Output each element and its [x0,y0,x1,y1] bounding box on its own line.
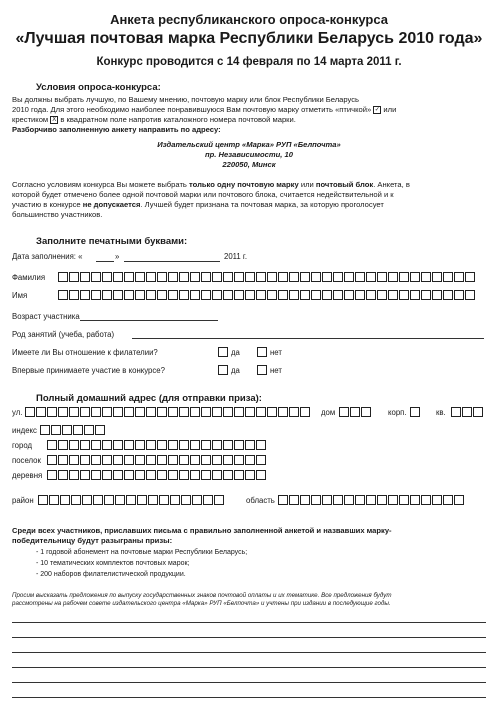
city-field[interactable] [47,440,267,450]
occupation-field[interactable] [132,338,484,339]
letter-cell[interactable] [223,290,233,300]
letter-cell[interactable] [234,272,244,282]
letter-cell[interactable] [102,470,112,480]
letter-cell[interactable] [344,290,354,300]
letter-cell[interactable] [190,470,200,480]
rules-line-2: которой будет отмечено более одной почтовой марки или почтового блока, считается недействительной и к [12,190,394,199]
letter-cell[interactable] [102,440,112,450]
letter-cell[interactable] [168,407,178,417]
letter-cell[interactable] [168,440,178,450]
letter-cell[interactable] [454,495,464,505]
letter-cell[interactable] [135,407,145,417]
rules-l3a: участию в конкурсе [12,200,81,209]
letter-cell[interactable] [170,495,180,505]
letter-cell[interactable] [223,272,233,282]
letter-cell[interactable] [212,455,222,465]
letter-cell[interactable] [69,470,79,480]
letter-cell[interactable] [69,455,79,465]
prizes-intro-2: победительницу будут разыграны призы: [12,536,173,545]
letter-cell[interactable] [135,272,145,282]
philately-yes-label: да [231,348,240,357]
letter-cell[interactable] [201,440,211,450]
letter-cell[interactable] [410,290,420,300]
letter-cell[interactable] [289,495,299,505]
region-field[interactable] [278,495,465,505]
letter-cell[interactable] [91,440,101,450]
letter-cell[interactable] [80,407,90,417]
conditions-line-3-b: в квадратном поле напротив каталожного номера почтовой марки. [60,115,296,124]
letter-cell[interactable] [234,470,244,480]
letter-cell[interactable] [278,272,288,282]
address-line-3: 220050, Минск [222,160,276,169]
suggestion-line[interactable] [12,622,486,623]
letter-cell[interactable] [377,272,387,282]
first-time-no-checkbox[interactable] [257,365,267,375]
letter-cell[interactable] [421,290,431,300]
letter-cell[interactable] [168,455,178,465]
letter-cell[interactable] [245,290,255,300]
letter-cell[interactable] [421,495,431,505]
letter-cell[interactable] [201,470,211,480]
title-line-1: Анкета республиканского опроса-конкурса [110,12,388,27]
letter-cell[interactable] [190,455,200,465]
letter-cell[interactable] [58,407,68,417]
letter-cell[interactable] [300,290,310,300]
letter-cell[interactable] [190,290,200,300]
street-field[interactable] [25,407,311,417]
letter-cell[interactable] [201,272,211,282]
letter-cell[interactable] [113,470,123,480]
letter-cell[interactable] [80,440,90,450]
district-label: район [12,496,34,505]
index-field[interactable] [40,425,106,435]
conditions-line-3-a: крестиком [12,115,49,124]
letter-cell[interactable] [256,407,266,417]
first-time-no-label: нет [270,366,282,375]
footer-line-1: Просим высказать предложения по выпуску государственных знаков почтовой оплаты и их тематике. Все предложения будут [12,592,392,599]
letter-cell[interactable] [278,495,288,505]
apt-field[interactable] [451,407,484,417]
letter-cell[interactable] [80,272,90,282]
house-field[interactable] [339,407,372,417]
letter-cell[interactable] [432,272,442,282]
letter-cell[interactable] [366,272,376,282]
letter-cell[interactable] [157,440,167,450]
letter-cell[interactable] [124,440,134,450]
letter-cell[interactable] [36,407,46,417]
letter-cell[interactable] [102,407,112,417]
conditions-line-2-text: 2010 года. Для этого необходимо наиболее понравившуюся Вам почтовую марку отметить «птичкой» [12,105,372,114]
letter-cell[interactable] [126,495,136,505]
letter-cell[interactable] [91,290,101,300]
letter-cell[interactable] [388,495,398,505]
letter-cell[interactable] [410,495,420,505]
prize-item-2: - 10 тематических комплектов почтовых марок; [36,560,190,567]
date-mid: » [115,252,120,261]
letter-cell[interactable] [311,272,321,282]
rules-l3b: не допускается [82,200,141,209]
home-address-heading: Полный домашний адрес (для отправки приза): [36,393,262,404]
letter-cell[interactable] [399,495,409,505]
letter-cell[interactable] [179,440,189,450]
letter-cell[interactable] [223,407,233,417]
philately-no-label: нет [270,348,282,357]
letter-cell[interactable] [245,470,255,480]
settlement-field[interactable] [47,455,267,465]
suggestion-line[interactable] [12,682,486,683]
village-field[interactable] [47,470,267,480]
letter-cell[interactable] [421,272,431,282]
first-time-yes-checkbox[interactable] [218,365,228,375]
prize-item-1: - 1 годовой абонемент на почтовые марки Республики Беларусь; [36,549,248,556]
letter-cell[interactable] [278,407,288,417]
letter-cell[interactable] [350,407,360,417]
letter-cell[interactable] [432,290,442,300]
letter-cell[interactable] [80,470,90,480]
letter-cell[interactable] [256,290,266,300]
send-label: Разборчиво заполненную анкету направить по адресу: [12,125,221,134]
letter-cell[interactable] [40,425,50,435]
letter-cell[interactable] [344,272,354,282]
cross-icon: X [52,117,57,123]
letter-cell[interactable] [289,407,299,417]
letter-cell[interactable] [124,455,134,465]
philately-question: Имеете ли Вы отношение к филателии? [12,348,158,357]
letter-cell[interactable] [47,455,57,465]
region-label: область [246,496,275,505]
conditions-heading: Условия опроса-конкурса: [36,82,161,93]
name-field[interactable] [58,290,476,300]
letter-cell[interactable] [124,272,134,282]
letter-cell[interactable] [146,440,156,450]
letter-cell[interactable] [190,440,200,450]
letter-cell[interactable] [245,407,255,417]
letter-cell[interactable] [113,290,123,300]
letter-cell[interactable] [113,440,123,450]
address-line-2: пр. Независимости, 10 [205,150,293,159]
letter-cell[interactable] [289,272,299,282]
surname-label: Фамилия [12,273,46,282]
letter-cell[interactable] [58,290,68,300]
letter-cell[interactable] [223,455,233,465]
letter-cell[interactable] [124,407,134,417]
date-month-field[interactable] [124,261,220,262]
letter-cell[interactable] [245,455,255,465]
letter-cell[interactable] [212,290,222,300]
letter-cell[interactable] [84,425,94,435]
letter-cell[interactable] [62,425,72,435]
letter-cell[interactable] [179,290,189,300]
letter-cell[interactable] [388,290,398,300]
city-label: город [12,441,33,450]
letter-cell[interactable] [58,440,68,450]
letter-cell[interactable] [462,407,472,417]
building-label: корп. [388,408,407,417]
letter-cell[interactable] [124,470,134,480]
letter-cell[interactable] [69,407,79,417]
letter-cell[interactable] [159,495,169,505]
letter-cell[interactable] [148,495,158,505]
letter-cell[interactable] [410,407,420,417]
letter-cell[interactable] [113,407,123,417]
letter-cell[interactable] [192,495,202,505]
rules-line-3 [12,200,486,210]
letter-cell[interactable] [399,290,409,300]
letter-cell[interactable] [179,407,189,417]
letter-cell[interactable] [300,407,310,417]
first-time-yes-label: да [231,366,240,375]
form-heading: Заполните печатными буквами: [36,236,188,247]
letter-cell[interactable] [234,455,244,465]
letter-cell[interactable] [267,407,277,417]
suggestion-line[interactable] [12,637,486,638]
letter-cell[interactable] [38,495,48,505]
prize-item-3: - 200 наборов филателистической продукции. [36,571,186,578]
letter-cell[interactable] [361,407,371,417]
age-field[interactable] [80,320,218,321]
letter-cell[interactable] [473,407,483,417]
letter-cell[interactable] [443,272,453,282]
title-line-2: «Лучшая почтовая марка Республики Беларусь 2010 года» [15,30,483,47]
letter-cell[interactable] [311,290,321,300]
letter-cell[interactable] [146,455,156,465]
letter-cell[interactable] [25,407,35,417]
footer-line-2: рассмотрены на рабочем совете издательского центра «Марка» РУП «Белпочта» и учтены при издании в последующие годы. [12,600,391,607]
letter-cell[interactable] [168,290,178,300]
letter-cell[interactable] [168,272,178,282]
letter-cell[interactable] [179,455,189,465]
letter-cell[interactable] [278,290,288,300]
rules-l1a: Согласно условиям конкурса Вы можете выбрать [12,180,187,189]
letter-cell[interactable] [333,272,343,282]
letter-cell[interactable] [300,272,310,282]
letter-cell[interactable] [465,272,475,282]
philately-no-checkbox[interactable] [257,347,267,357]
letter-cell[interactable] [179,272,189,282]
date-day-field[interactable] [96,261,114,262]
letter-cell[interactable] [234,290,244,300]
letter-cell[interactable] [203,495,213,505]
letter-cell[interactable] [47,470,57,480]
letter-cell[interactable] [366,495,376,505]
house-label: дом [321,408,336,417]
letter-cell[interactable] [113,272,123,282]
letter-cell[interactable] [256,470,266,480]
letter-cell[interactable] [168,470,178,480]
letter-cell[interactable] [73,425,83,435]
index-label: индекс [12,426,37,435]
letter-cell[interactable] [223,470,233,480]
letter-cell[interactable] [300,495,310,505]
letter-cell[interactable] [91,455,101,465]
street-label: ул. [12,408,23,417]
letter-cell[interactable] [69,440,79,450]
letter-cell[interactable] [95,425,105,435]
letter-cell[interactable] [58,272,68,282]
name-label: Имя [12,291,28,300]
philately-yes-checkbox[interactable] [218,347,228,357]
building-field[interactable] [410,407,421,417]
letter-cell[interactable] [146,407,156,417]
letter-cell[interactable] [93,495,103,505]
letter-cell[interactable] [399,272,409,282]
letter-cell[interactable] [377,290,387,300]
letter-cell[interactable] [443,495,453,505]
letter-cell[interactable] [234,440,244,450]
letter-cell[interactable] [201,407,211,417]
letter-cell[interactable] [157,290,167,300]
first-time-question: Впервые принимаете участие в конкурсе? [12,366,165,375]
letter-cell[interactable] [190,272,200,282]
occupation-label: Род занятий (учеба, работа) [12,330,115,339]
letter-cell[interactable] [377,495,387,505]
settlement-label: поселок [12,456,41,465]
letter-cell[interactable] [135,290,145,300]
letter-cell[interactable] [60,495,70,505]
letter-cell[interactable] [344,495,354,505]
letter-cell[interactable] [234,407,244,417]
letter-cell[interactable] [157,455,167,465]
letter-cell[interactable] [322,495,332,505]
letter-cell[interactable] [355,272,365,282]
letter-cell[interactable] [102,290,112,300]
letter-cell[interactable] [451,407,461,417]
letter-cell[interactable] [104,495,114,505]
letter-cell[interactable] [212,440,222,450]
letter-cell[interactable] [69,272,79,282]
letter-cell[interactable] [146,290,156,300]
date-label: Дата заполнения: « [12,252,83,261]
letter-cell[interactable] [58,470,68,480]
letter-cell[interactable] [179,470,189,480]
surname-field[interactable] [58,272,476,282]
letter-cell[interactable] [311,495,321,505]
address-line-1: Издательский центр «Марка» РУП «Белпочта» [157,140,341,149]
letter-cell[interactable] [267,272,277,282]
letter-cell[interactable] [214,495,224,505]
letter-cell[interactable] [388,272,398,282]
letter-cell[interactable] [339,407,349,417]
district-field[interactable] [38,495,225,505]
rules-l1b: только одну почтовую марку [189,180,299,189]
letter-cell[interactable] [135,470,145,480]
letter-cell[interactable] [245,272,255,282]
letter-cell[interactable] [366,290,376,300]
village-label: деревня [12,471,43,480]
suggestion-line[interactable] [12,667,486,668]
letter-cell[interactable] [432,495,442,505]
letter-cell[interactable] [49,495,59,505]
letter-cell[interactable] [157,470,167,480]
letter-cell[interactable] [71,495,81,505]
letter-cell[interactable] [223,440,233,450]
suggestion-line[interactable] [12,697,486,698]
apt-label: кв. [436,408,446,417]
letter-cell[interactable] [91,272,101,282]
letter-cell[interactable] [289,290,299,300]
letter-cell[interactable] [333,290,343,300]
conditions-line-1: Вы должны выбрать лучшую, по Вашему мнению, почтовую марку или блок Республики Беларусь [12,95,360,104]
letter-cell[interactable] [135,455,145,465]
conditions-line-3 [12,115,296,125]
letter-cell[interactable] [102,455,112,465]
letter-cell[interactable] [454,290,464,300]
letter-cell[interactable] [69,290,79,300]
letter-cell[interactable] [212,272,222,282]
letter-cell[interactable] [322,272,332,282]
letter-cell[interactable] [256,272,266,282]
prizes-intro-1: Среди всех участников, приславших письма с правильно заполненной анкетой и назвавших марку- [12,526,392,535]
letter-cell[interactable] [91,470,101,480]
letter-cell[interactable] [51,425,61,435]
letter-cell[interactable] [135,440,145,450]
date-year: 2011 г. [224,252,247,261]
letter-cell[interactable] [267,290,277,300]
rules-l3c: . Лучшей будет признана та почтовая марка, за которую проголосует [140,200,384,209]
letter-cell[interactable] [201,455,211,465]
conditions-line-2-tail: или [383,105,397,114]
letter-cell[interactable] [80,455,90,465]
letter-cell[interactable] [355,290,365,300]
conditions-line-2 [12,105,486,115]
letter-cell[interactable] [102,272,112,282]
letter-cell[interactable] [256,440,266,450]
letter-cell[interactable] [443,290,453,300]
age-label: Возраст участника [12,312,80,321]
letter-cell[interactable] [333,495,343,505]
rules-l1c: или [300,180,314,189]
letter-cell[interactable] [212,407,222,417]
letter-cell[interactable] [146,272,156,282]
letter-cell[interactable] [47,407,57,417]
letter-cell[interactable] [146,470,156,480]
letter-cell[interactable] [355,495,365,505]
letter-cell[interactable] [80,290,90,300]
letter-cell[interactable] [245,440,255,450]
letter-cell[interactable] [201,290,211,300]
letter-cell[interactable] [124,290,134,300]
letter-cell[interactable] [91,407,101,417]
letter-cell[interactable] [410,272,420,282]
rules-l1e: . Анкета, в [373,180,410,189]
letter-cell[interactable] [115,495,125,505]
letter-cell[interactable] [47,440,57,450]
letter-cell[interactable] [113,455,123,465]
letter-cell[interactable] [256,455,266,465]
letter-cell[interactable] [181,495,191,505]
suggestion-line[interactable] [12,652,486,653]
letter-cell[interactable] [212,470,222,480]
subtitle: Конкурс проводится с 14 февраля по 14 марта 2011 г. [96,56,402,68]
rules-line-1 [12,180,486,190]
letter-cell[interactable] [137,495,147,505]
letter-cell[interactable] [82,495,92,505]
letter-cell[interactable] [58,455,68,465]
letter-cell[interactable] [190,407,200,417]
rules-l1d: почтовый блок [315,180,374,189]
letter-cell[interactable] [157,272,167,282]
letter-cell[interactable] [157,407,167,417]
rules-line-4: большинство участников. [12,210,103,219]
letter-cell[interactable] [454,272,464,282]
letter-cell[interactable] [465,290,475,300]
checkmark-icon: ✓ [374,107,380,113]
letter-cell[interactable] [322,290,332,300]
